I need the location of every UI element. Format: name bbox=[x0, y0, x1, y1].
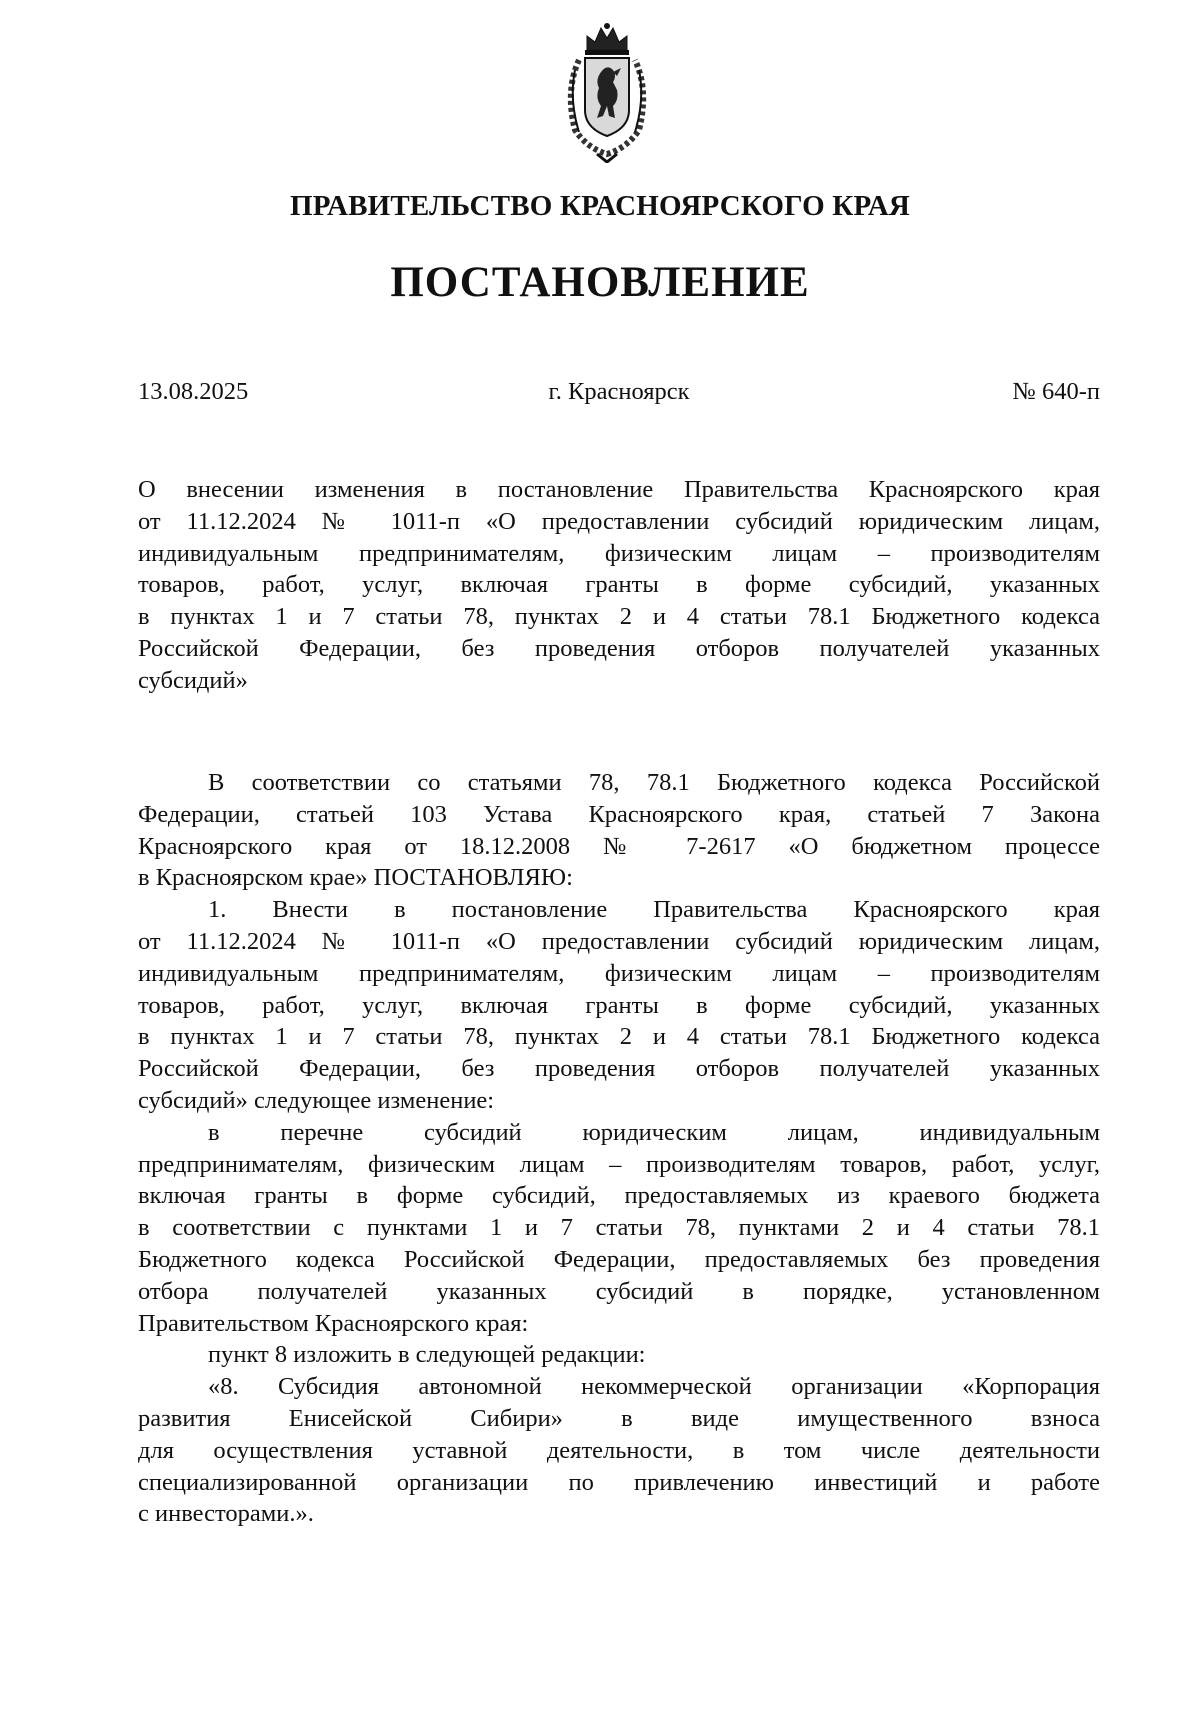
subject-line: индивидуальным предпринимателям, физическим лицам – производителям bbox=[138, 539, 1100, 567]
point8-line: развития Енисейской Сибири» в виде имущественного взноса bbox=[138, 1404, 1100, 1432]
point8-intro: пункт 8 изложить в следующей редакции: bbox=[208, 1341, 646, 1369]
point8-line: с инвесторами.». bbox=[138, 1500, 314, 1528]
coat-of-arms-emblem bbox=[557, 20, 657, 163]
preamble-line: Красноярского края от 18.12.2008 № 7-2617 «О бюджетном процессе bbox=[138, 832, 1100, 860]
list-paragraph-line: отбора получателей указанных субсидий в порядке, установленном bbox=[138, 1277, 1100, 1305]
subject-line: товаров, работ, услуг, включая гранты в форме субсидий, указанных bbox=[138, 571, 1100, 599]
preamble-line: В соответствии со статьями 78, 78.1 Бюджетного кодекса Российской bbox=[208, 769, 1100, 796]
subject-line: О внесении изменения в постановление Правительства Красноярского края bbox=[138, 476, 1100, 503]
list-paragraph-line: в соответствии с пунктами 1 и 7 статьи 78, пунктами 2 и 4 статьи 78.1 bbox=[138, 1214, 1100, 1242]
preamble-line: в Красноярском крае» ПОСТАНОВЛЯЮ: bbox=[138, 864, 573, 892]
point8-line: «8. Субсидия автономной некоммерческой организации «Корпорация bbox=[208, 1373, 1100, 1401]
list-paragraph-line: в перечне субсидий юридическим лицам, индивидуальным bbox=[208, 1118, 1100, 1146]
document-meta-row bbox=[138, 378, 1100, 414]
list-paragraph-line: Бюджетного кодекса Российской Федерации, предоставляемых без проведения bbox=[138, 1245, 1100, 1273]
list-paragraph-line: Правительством Красноярского края: bbox=[138, 1309, 529, 1337]
list-paragraph-line: предпринимателям, физическим лицам – производителям товаров, работ, услуг, bbox=[138, 1150, 1100, 1178]
document-city: г. Красноярск bbox=[548, 378, 690, 405]
item1-line: в пунктах 1 и 7 статьи 78, пунктах 2 и 4 статьи 78.1 Бюджетного кодекса bbox=[138, 1023, 1100, 1051]
item1-line: субсидий» следующее изменение: bbox=[138, 1086, 495, 1114]
point8-line: специализированной организации по привлечению инвестиций и работе bbox=[138, 1468, 1100, 1496]
document-type-heading: ПОСТАНОВЛЕНИЕ bbox=[390, 259, 810, 306]
item1-line: от 11.12.2024 № 1011-п «О предоставлении субсидий юридическим лицам, bbox=[138, 927, 1100, 955]
document-subject bbox=[138, 474, 1100, 697]
subject-line: в пунктах 1 и 7 статьи 78, пунктах 2 и 4 статьи 78.1 Бюджетного кодекса bbox=[138, 603, 1100, 631]
preamble-line: Федерации, статьей 103 Устава Красноярского края, статьей 7 Закона bbox=[138, 800, 1100, 828]
item1-line: индивидуальным предпринимателям, физическим лицам – производителям bbox=[138, 959, 1100, 987]
subject-line: субсидий» bbox=[138, 666, 248, 694]
subject-line: от 11.12.2024 № 1011-п «О предоставлении субсидий юридическим лицам, bbox=[138, 507, 1100, 535]
point8-line: для осуществления уставной деятельности, в том числе деятельности bbox=[138, 1436, 1100, 1464]
government-title: ПРАВИТЕЛЬСТВО КРАСНОЯРСКОГО КРАЯ bbox=[289, 190, 911, 222]
list-paragraph-line: включая гранты в форме субсидий, предоставляемых из краевого бюджета bbox=[138, 1182, 1100, 1210]
item1-line: товаров, работ, услуг, включая гранты в форме субсидий, указанных bbox=[138, 991, 1100, 1019]
subject-line: Российской Федерации, без проведения отборов получателей указанных bbox=[138, 634, 1100, 662]
document-number: № 640-п bbox=[1012, 378, 1100, 405]
document-body bbox=[138, 767, 1100, 1530]
item1-line: Российской Федерации, без проведения отборов получателей указанных bbox=[138, 1055, 1100, 1083]
document-date: 13.08.2025 bbox=[138, 378, 249, 405]
item1-line: 1. Внести в постановление Правительства Красноярского края bbox=[208, 896, 1100, 924]
